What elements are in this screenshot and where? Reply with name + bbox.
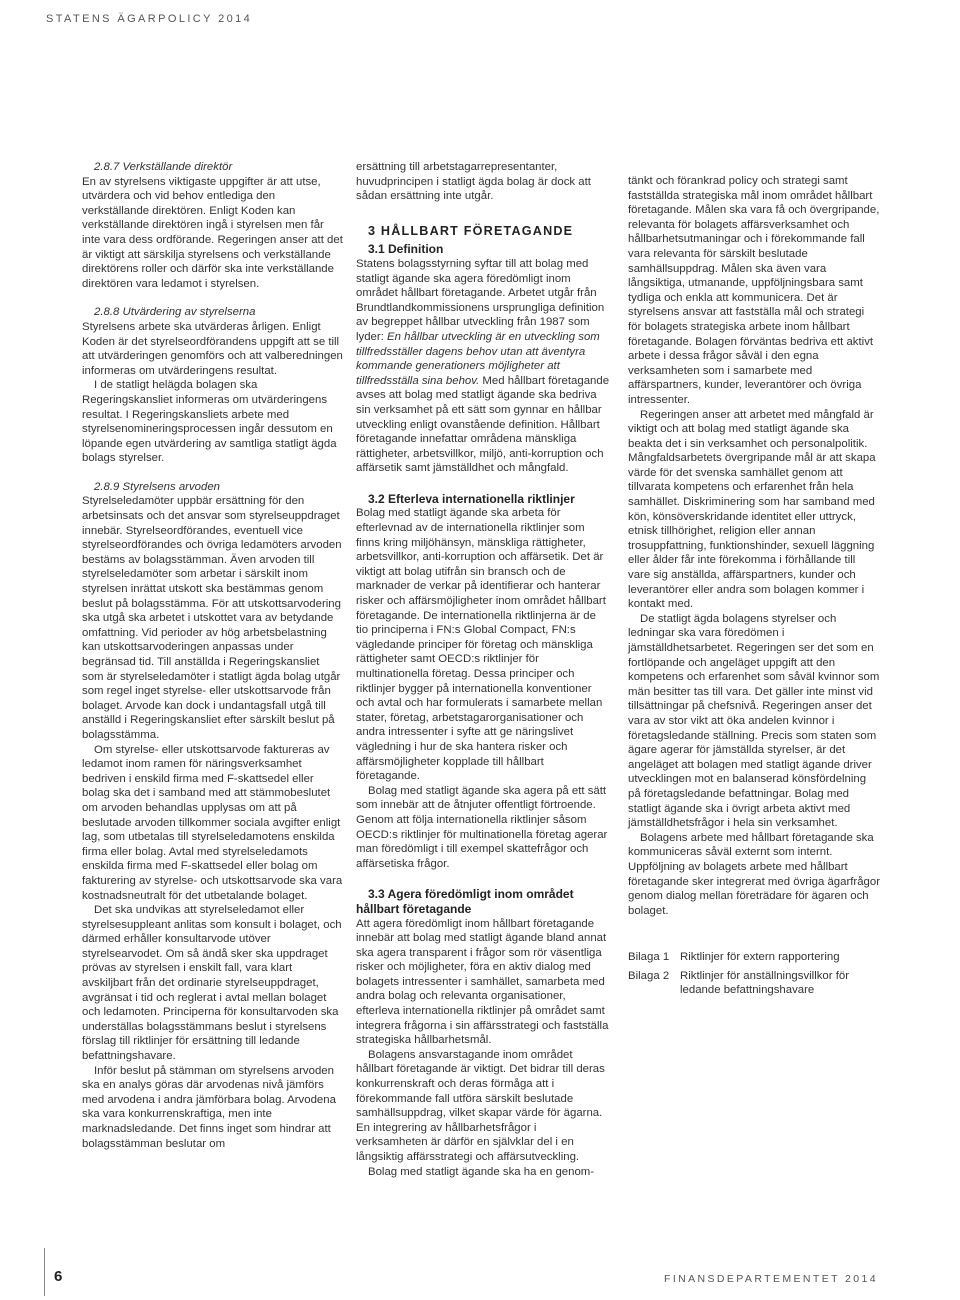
footer-divider [44,1248,45,1296]
section-heading-2-8-8: 2.8.8 Utvärdering av styrelserna [94,306,256,319]
column-1 [82,160,344,1151]
appendix-item-1 [628,950,880,965]
quote-definition: En hållbar utveckling är en utveckling som tillfredsställer dagens behov utan att äventyra kommande generationers möjligheter att tillfredsställa sina behov. [356,330,600,387]
section-heading-3-1: 3.1 Definition [368,242,444,257]
paragraph: Statens bolagsstyrning syftar till att bolag med statligt ägande ska agera föredömligt inom området hållbart företagande. Arbetet utgår från Brundtlandkommissionens ursprungliga definition av begreppet hållbar utveckling från 1987 som lyder: En hållbar utveckling är en utveckling som tillfredsställer dagens behov utan att äventyra kommande generationers möjligheter att tillfredsställa sina behov. Med hållbart företagande avses att bolag med statligt ägande ska bedriva sin verksamhet på ett sätt som gynnar en hållbar utveckling enligt ovanstående definition. Hållbart företagande innefattar områdena mänskliga rättigheter, arbetsvillkor, miljö, anti-korruption och affärsetik samt jämställdhet och mångfald. [356,257,610,475]
column-3 [628,174,880,998]
column-2 [356,160,610,1179]
running-header: STATENS ÄGARPOLICY 2014 [46,13,253,25]
paragraph: ersättning till arbetstagarrepresentanter, huvudprincipen i statligt ägda bolag är dock att sådan ersättning inte utgår. [356,161,591,203]
chapter-heading-3: 3 HÅLLBART FÖRETAGANDE [368,223,574,238]
paragraph: I de statligt helägda bolagen ska Regeringskansliet informeras om utvärderingens resultat. I Regeringskansliets arbete med styrelsenomineringsprocessen ingår dessutom en löpande egen utvärdering av samtliga statligt ägda bolags styrelser. [82,379,337,465]
section-heading-2-8-9: 2.8.9 Styrelsens arvoden [94,480,221,493]
paragraph: Bolagens ansvarstagande inom området hållbart företagande är viktigt. Det bidrar till deras konkurrenskraft och deras förmåga att i förekommande fall utföra särskilt beslutade samhällsuppdrag, vilket skapar värde för ägarna. En integrering av hållbarhetsfrågor i verksamheten är därför en självklar del i en långsiktig affärsstrategi och affärsutveckling. [356,1048,605,1163]
paragraph: Styrelsens arbete ska utvärderas årligen. Enligt Koden är det styrelseordförandens uppgift att se till att utvärderingen genomförs och att valberedningen informeras om utvärderingens resultat. [82,320,343,377]
appendix-item-2 [628,969,880,998]
paragraph: Det ska undvikas att styrelseledamot eller styrelsesuppleant anlitas som konsult i bolaget, och därmed erhåller konsultarvode utöver styrelsearvodet. Om så ändå sker ska uppdraget prövas av styrelsen i enskilt fall, vara klart avskiljbart från det ordinarie styrelseuppdraget, avgränsat i tid och reglerat i avtal mellan bolaget och ledamoten. Principerna för konsultarvoden ska underställas bolagsstämmans beslut i styrelsens förslag till riktlinjer för ersättning till ledande befattningshavare. [82,904,342,1063]
paragraph: Bolag med statligt ägande ska agera på ett sätt som innebär att de åtnjuter offentligt förtroende. Genom att följa internationella riktlinjer såsom OECD:s riktlinjer för multinationella företag agerar man föredömligt i till exempel skattefrågor och affärsetiska frågor. [356,784,608,870]
paragraph: Inför beslut på stämman om styrelsens arvoden ska en analys göras där arvodenas nivå jämförs med arvodena i andra jämförbara bolag. Arvodena ska vara konkurrenskraftiga, men inte marknadsledande. Det finns inget som hindrar att bolagsstämman beslutar om [82,1064,336,1150]
section-heading-3-3: 3.3 Agera föredömligt inom området hållbart företagande [356,887,574,916]
appendix-label: Bilaga 2 [628,969,670,982]
paragraph: Bolag med statligt ägande ska arbeta för efterlevnad av de internationella riktlinjer som finns kring miljöhänsyn, mänskliga rättigheter, arbetsvillkor, anti-korruption och affärsetik. Det är viktigt att bolag utifrån sin bransch och de marknader de verkar på identifierar och hanterar risker och affärsmöjligheter inom området hållbart företagande. De internationella riktlinjerna är de tio principerna i FN:s Global Compact, FN:s vägledande principer för företag och mänskliga rättigheter samt OECD:s riktlinjer för multinationella företag. Dessa principer och riktlinjer bygger på internationella konventioner och avtal och har formulerats i samarbete mellan stater, företag, arbetstagarorganisationer och andra intressenter i syfte att ge näringslivet vägledning i hur de ska hantera risker och affärsmöjligheter kopplade till hållbart företagande. [356,507,606,783]
appendix-title: Riktlinjer för extern rapportering [680,951,840,964]
paragraph: Om styrelse- eller utskottsarvode faktureras av ledamot inom ramen för näringsverksamhet bedriven i enskild firma med F-skattsedel eller bolag ska det i samband med att stämmobeslutet om arvoden behandlas upplysas om att på beslutade arvoden tillkommer sociala avgifter enligt lag, som utbetalas till styrelseledamotens enskilda firma eller bolag. Avtal med styrelseledamots enskilda firma med F-skattsedel eller bolag om fakturering av styrelse- och utskottsarvode ska vara kostnadsneutralt för det utbetalande bolaget. [82,743,343,902]
paragraph: Regeringen anser att arbetet med mångfald är viktigt och att bolag med statligt ägande ska beakta det i sin verksamhet och personalpolitik. Mångfaldsarbetets övergripande mål är att skapa värde för det svenska samhället genom att tillvarata kompetens och erfarenhet från hela samhället. Diskriminering som har samband med kön, könsöverskridande identitet eller uttryck, etnisk tillhörighet, religion eller annan trosuppfattning, funktionshinder, sexuell läggning eller ålder får inte förekomma i förhållande till vare sig anställda, affärspartners, kunder och leverantörer eller andra som bolagen kommer i kontakt med. [628,408,876,611]
appendix-title: Riktlinjer för anställningsvillkor för ledande befattningshavare [680,969,850,997]
section-heading-3-2: 3.2 Efterleva internationella riktlinjer [368,491,575,506]
footer-department: FINANSDEPARTEMENTET 2014 [664,1273,878,1285]
paragraph: Att agera föredömligt inom hållbart företagande innebär att bolag med statligt ägande bland annat ska agera transparent i frågor som rör väsentliga risker och möjligheter, föra en aktiv dialog med bolagets intressenter i samhället, samarbeta med andra bolag och relevanta organisationer, efterleva internationella riktlinjer på området samt integrera frågorna i sin affärsstrategi och fastställa strategiska hållbarhetsmål. [356,917,609,1047]
paragraph: Bolagens arbete med hållbart företagande ska kommuniceras såväl externt som internt. Uppföljning av bolagets arbete med hållbart företagande sker integrerat med övriga ägarfrågor genom dialog mellan företrädare för ägaren och bolaget. [628,831,881,917]
page-number: 6 [54,1268,63,1285]
paragraph: En av styrelsens viktigaste uppgifter är att utse, utvärdera och vid behov entlediga den verkställande direktören. Enligt Koden kan verkställande direktören ingå i styrelsen men får inte vara dess ordförande. Regeringen anser att det är viktigt att särskilja styrelsens och verkställande direktörens roller och därför ska inte verkställande direktören vara ledamot i styrelsen. [82,175,343,290]
appendix-label: Bilaga 1 [628,951,670,964]
paragraph: Styrelseledamöter uppbär ersättning för den arbetsinsats och det ansvar som styrelseuppdraget innebär. Styrelseordförandes, eventuell vice styrelseordförandes och övriga ledamöters arvoden bestäms av bolagsstämman. Även arvoden till styrelseledamöter som arbetar i särskilt inom styrelsen inrättat utskott ska bestämmas genom beslut på bolagsstämma. För att utskottsarvodering ska utgå ska arbetet i utskottet vara av betydande omfattning. Vid perioder av hög arbetsbelastning kan utskottsarvoderingen anpassas under begränsad tid. Till anställda i Regeringskansliet som är styrelseledamöter i statligt ägda bolag utgår som regel inget styrelse- eller utskottsarvode från bolaget. Arvode kan dock i undantagsfall utgå till anställd i Regeringskansliet efter särskilt beslut på bolagsstämma. [82,495,342,741]
paragraph: De statligt ägda bolagens styrelser och ledningar ska vara föredömen i jämställdhetsarbetet. Regeringen ser det som en fortlöpande och angeläget uppgift att den kompetens och erfarenhet som såväl kvinnor som män besitter tas till vara. Det gäller inte minst vid tillsättningar på chefsnivå. Regeringen anser det vara av stor vikt att öka andelen kvinnor i företagsledande ställning. Precis som staten som ägare agerar för jämställda styrelser, är det angeläget att bolagen med statligt ägande driver utvecklingen mot en balanserad könsfördelning på företagsledande befattningar. Bolag med statligt ägande ska i övrigt arbeta aktivt med jämställdhetsfrågor i hela sin verksamhet. [628,612,880,830]
section-heading-2-8-7: 2.8.7 Verkställande direktör [94,161,233,173]
paragraph: Bolag med statligt ägande ska ha en genom- [368,1165,595,1178]
paragraph: tänkt och förankrad policy och strategi samt fastställda strategiska mål inom området hållbart företagande. Målen ska vara få och övergripande, relevanta för bolagets affärsverksamhet och hållbarhetsutmaningar och i förekommande fall vara relevanta för särskilt beslutade samhällsuppdrag. Målen ska även vara långsiktiga, utmanande, uppföljningsbara samt tydliga och enkla att kommunicera. Det är styrelsens ansvar att fastställa mål och strategi för bolagets strategiska arbete inom hållbart företagande. Bolagen förväntas bedriva ett aktivt arbete i dessa frågor såväl i den egna verksamheten som i samarbete med affärspartners, kunder, leverantörer och övriga intressenter. [628,175,880,406]
